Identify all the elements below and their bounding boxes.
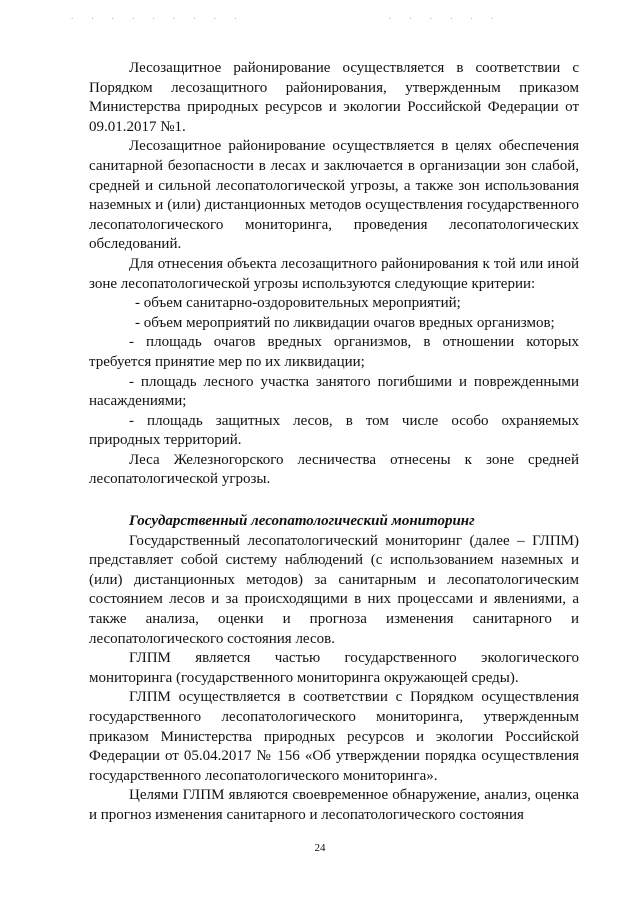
- paragraph-glpm-goals: Целями ГЛПМ являются своевременное обнаружение, анализ, оценка и прогноз изменения санитарного и лесопатологического состояния: [89, 787, 579, 823]
- scan-artifact-right: . . . . . .: [388, 14, 501, 22]
- list-item: - площадь очагов вредных организмов, в отношении которых требуется принятие мер по их ликвидации;: [89, 334, 579, 370]
- list-item: - объем мероприятий по ликвидации очагов вредных организмов;: [135, 314, 555, 331]
- section-heading: Государственный лесопатологический мониторинг: [129, 513, 475, 530]
- paragraph-criteria-intro: Для отнесения объекта лесозащитного районирования к той или иной зоне лесопатологической угрозы используются следующие критерии:: [89, 255, 579, 292]
- scan-artifact-left: . . . . . . . . .: [70, 14, 244, 22]
- paragraph-glpm-order: ГЛПМ осуществляется в соответствии с Порядком осуществления государственного лесопатологического мониторинга, утвержденным приказом Министерства природных ресурсов и экологии Российской Федерации от 05.04.2017 № 156 «Об утверждении порядка осуществления государственного лесопатологического мониторинга».: [89, 689, 579, 784]
- list-item: - площадь защитных лесов, в том числе особо охраняемых природных территорий.: [89, 412, 579, 449]
- list-item: - объем санитарно-оздоровительных мероприятий;: [135, 295, 461, 312]
- document-body: [89, 59, 579, 826]
- paragraph-forest-zone: Леса Железногорского лесничества отнесены к зоне средней лесопатологической угрозы.: [89, 451, 579, 488]
- paragraph-glpm-definition: Государственный лесопатологический мониторинг (далее – ГЛПМ) представляет собой систему наблюдений (с использованием наземных и (или) дистанционных методов) за санитарным и лесопатологическим состоянием лесов и за происходящими в них процессами и явлениями, а также анализа, оценки и прогноза изменения санитарного и лесопатологического состояния лесов.: [89, 532, 579, 647]
- paragraph-zoning-basis: Лесозащитное районирование осуществляется в соответствии с Порядком лесозащитного районирования, утвержденным приказом Министерства природных ресурсов и экологии Российской Федерации от 09.01.2017 №1.: [89, 60, 579, 135]
- page-number: 24: [314, 842, 326, 854]
- list-item: - площадь лесного участка занятого погибшими и поврежденными насаждениями;: [89, 373, 579, 410]
- paragraph-glpm-part-of: ГЛПМ является частью государственного экологического мониторинга (государственного мониторинга окружающей среды).: [89, 650, 579, 686]
- paragraph-zoning-purpose: Лесозащитное районирование осуществляется в целях обеспечения санитарной безопасности в лесах и заключается в организации зон слабой, средней и сильной лесопатологической угрозы, а также зон использования наземных и (или) дистанционных методов осуществления государственного лесопатологического мониторинга, проведения лесопатологических обследований.: [89, 138, 579, 253]
- criteria-list: [89, 294, 579, 451]
